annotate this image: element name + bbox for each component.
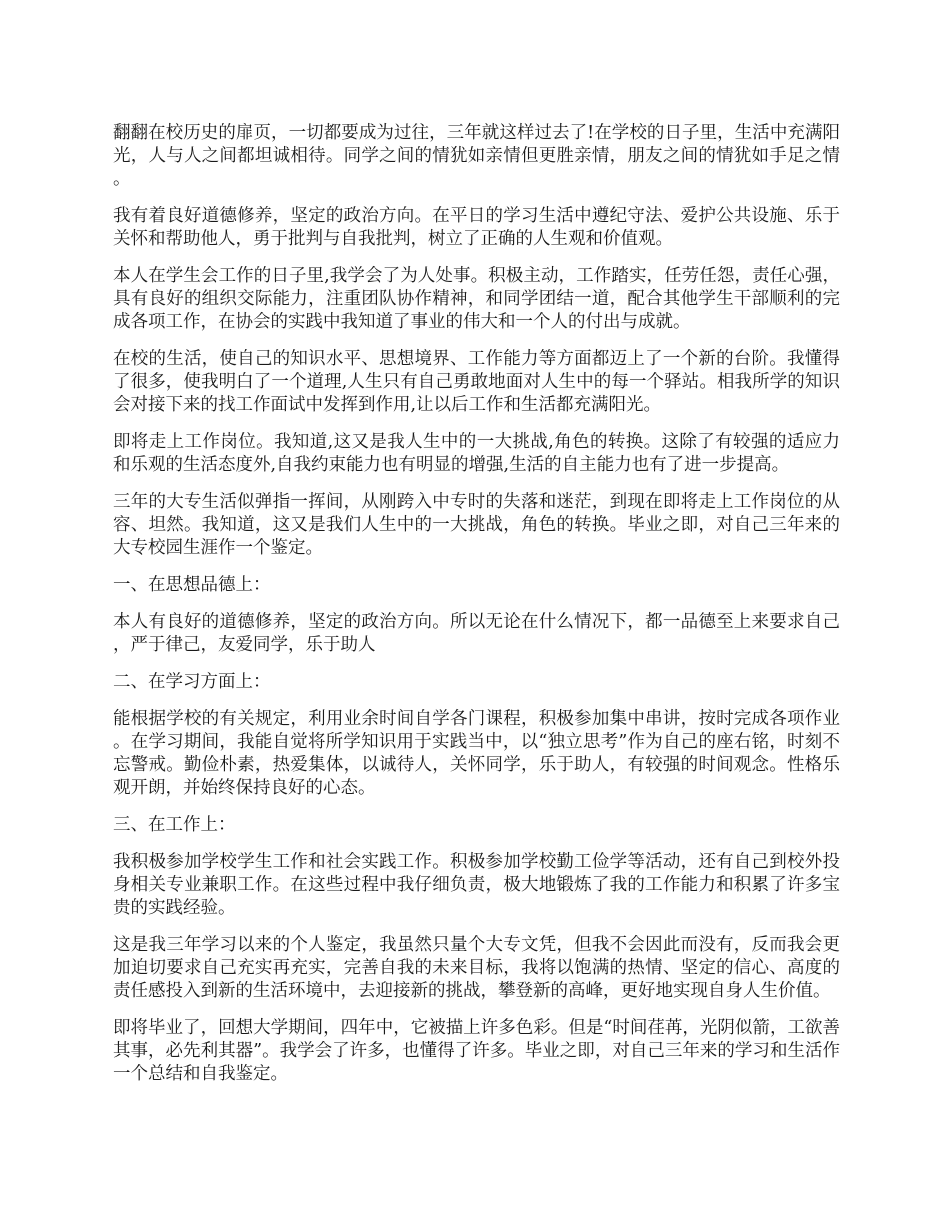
paragraph: 本人有良好的道德修养，坚定的政治方向。所以无论在什么情况下，都一品德至上来要求自己，严于律己，友爱同学，乐于助人 xyxy=(113,612,840,655)
paragraph: 能根据学校的有关规定，利用业余时间自学各门课程，积极参加集中串讲，按时完成各项作业。在学习期间，我能自觉将所学知识用于实践当中，以“独立思考”作为自己的座右铭，时刻不忘警戒。勤俭朴素，热爱集体，以诚待人，关怀同学，乐于助人，有较强的时间观念。性格乐观开朗，并始终保持良好的心态。 xyxy=(113,709,840,798)
paragraph: 在校的生活，使自己的知识水平、思想境界、工作能力等方面都迈上了一个新的台阶。我懂得了很多，使我明白了一个道理,人生只有自己勇敢地面对人生中的每一个驿站。相我所学的知识会对接下来的找工作面试中发挥到作用,让以后工作和生活都充满阳光。 xyxy=(113,349,840,415)
paragraph: 三年的大专生活似弹指一挥间，从刚跨入中专时的失落和迷茫，到现在即将走上工作岗位的从容、坦然。我知道，这又是我们人生中的一大挑战，角色的转换。毕业之即，对自己三年来的大专校园生涯作一个鉴定。 xyxy=(113,492,840,558)
paragraph: 本人在学生会工作的日子里,我学会了为人处事。积极主动，工作踏实，任劳任怨，责任心强，具有良好的组织交际能力，注重团队协作精神，和同学团结一道，配合其他学生干部顺利的完成各项工作，在协会的实践中我知道了事业的伟大和一个人的付出与成就。 xyxy=(113,266,840,332)
section-heading: 三、在工作上： xyxy=(113,815,236,835)
document-body xyxy=(113,122,840,1100)
paragraph: 这是我三年学习以来的个人鉴定，我虽然只量个大专文凭，但我不会因此而没有，反而我会更加迫切要求自己充实再充实，完善自我的未来目标，我将以饱满的热情、坚定的信心、高度的责任感投入到新的生活环境中，去迎接新的挑战，攀登新的高峰，更好地实现自身人生价值。 xyxy=(113,935,840,1001)
section-heading: 一、在思想品德上： xyxy=(113,575,271,595)
paragraph: 即将毕业了，回想大学期间，四年中，它被描上许多色彩。但是“时间荏苒，光阴似箭，工欲善其事，必先利其器”。我学会了许多，也懂得了许多。毕业之即，对自己三年来的学习和生活作一个总结和自我鉴定。 xyxy=(113,1018,840,1084)
paragraph: 我有着良好道德修养，坚定的政治方向。在平日的学习生活中遵纪守法、爱护公共设施、乐于关怀和帮助他人，勇于批判与自我批判，树立了正确的人生观和价值观。 xyxy=(113,206,840,249)
paragraph: 即将走上工作岗位。我知道,这又是我人生中的一大挑战,角色的转换。这除了有较强的适应力和乐观的生活态度外,自我约束能力也有明显的增强,生活的自主能力也有了进一步提高。 xyxy=(113,432,840,475)
paragraph: 我积极参加学校学生工作和社会实践工作。积极参加学校勤工俭学等活动，还有自己到校外投身相关专业兼职工作。在这些过程中我仔细负责，极大地锻炼了我的工作能力和积累了许多宝贵的实践经验。 xyxy=(113,852,840,918)
paragraph: 翻翻在校历史的扉页，一切都要成为过往，三年就这样过去了!在学校的日子里，生活中充满阳光，人与人之间都坦诚相待。同学之间的情犹如亲情但更胜亲情，朋友之间的情犹如手足之情。 xyxy=(113,123,840,189)
section-heading: 二、在学习方面上： xyxy=(113,672,271,692)
